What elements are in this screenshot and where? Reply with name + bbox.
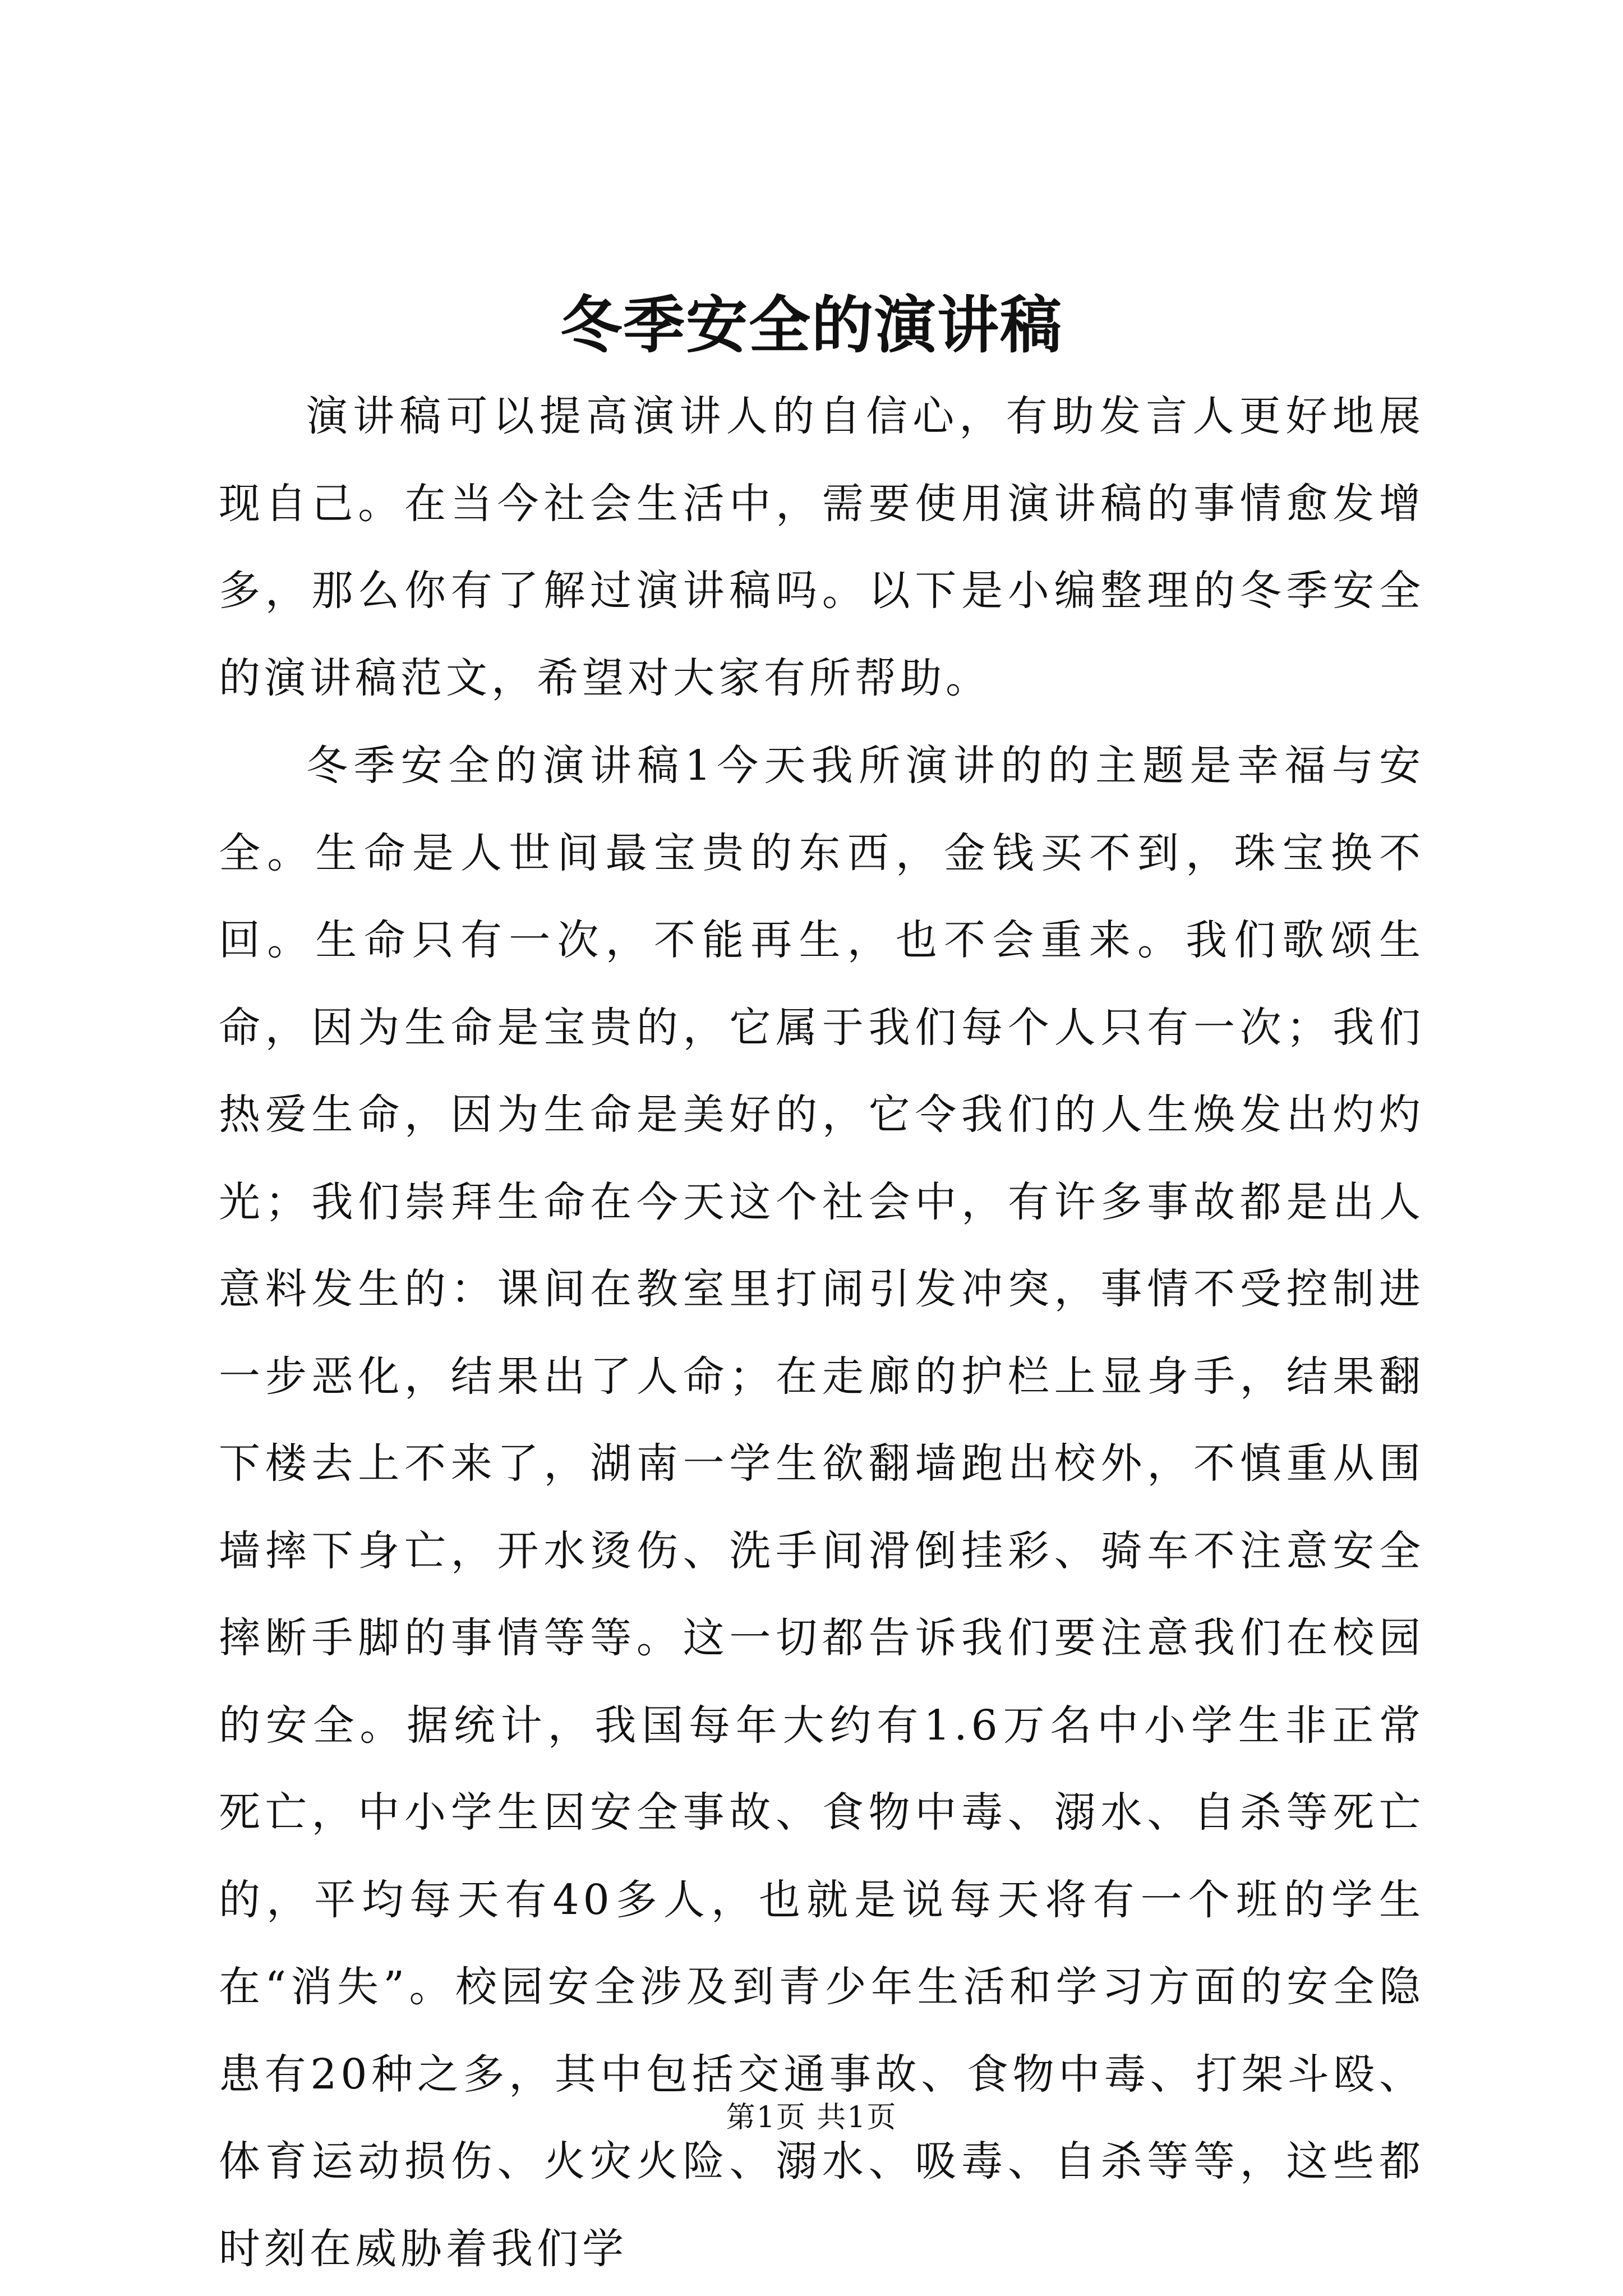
body-paragraph: 冬季安全的演讲稿1今天我所演讲的的主题是幸福与安全。生命是人世间最宝贵的东西，金钱买不到，珠宝换不回。生命只有一次，不能再生，也不会重来。我们歌颂生命，因为生命是宝贵的，它属于我们每个人只有一次；我们热爱生命，因为生命是美好的，它令我们的人生焕发出灼灼光；我们崇拜生命在今天这个社会中，有许多事故都是出人意料发生的：课间在教室里打闹引发冲突，事情不受控制进一步恶化，结果出了人命；在走廊的护栏上显身手，结果翻下楼去上不来了，湖南一学生欲翻墙跑出校外，不慎重从围墙摔下身亡，开水烫伤、洗手间滑倒挂彩、骑车不注意安全摔断手脚的事情等等。这一切都告诉我们要注意我们在校园的安全。据统计，我国每年大约有1.6万名中小学生非正常死亡，中小学生因安全事故、食物中毒、溺水、自杀等死亡的，平均每天有40多人，也就是说每天将有一个班的学生在“消失”。校园安全涉及到青少年生活和学习方面的安全隐患有20种之多，其中包括交通事故、食物中毒、打架斗殴、体育运动损伤、火灾火险、溺水、吸毒、自杀等等，这些都时刻在威胁着我们学 bbox=[219, 742, 1424, 2273]
page-footer: 第1页 共1页 bbox=[726, 2101, 897, 2134]
document-title: 冬季安全的演讲稿 bbox=[560, 289, 1063, 361]
intro-paragraph: 演讲稿可以提高演讲人的自信心，有助发言人更好地展现自己。在当今社会生活中，需要使用演讲稿的事情愈发增多，那么你有了解过演讲稿吗。以下是小编整理的冬季安全的演讲稿范文，希望对大家有所帮助。 bbox=[219, 392, 1424, 702]
